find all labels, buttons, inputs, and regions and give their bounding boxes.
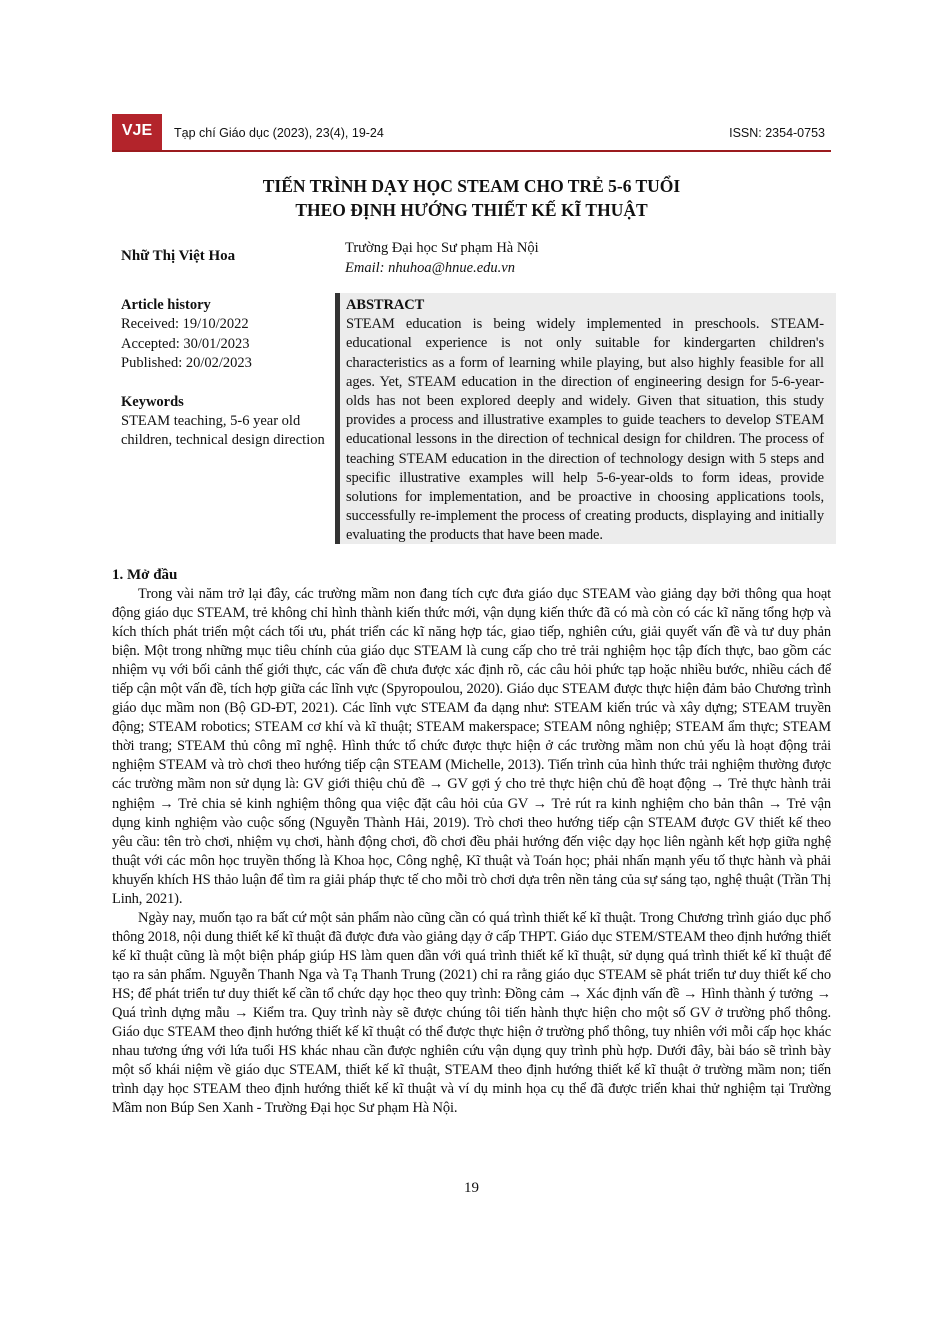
abstract-box bbox=[335, 293, 836, 544]
paper-title bbox=[112, 174, 831, 222]
received-date: Received: 19/10/2022 bbox=[121, 316, 249, 333]
abstract-heading: ABSTRACT bbox=[346, 297, 425, 313]
author-email: Email: nhuhoa@hnue.edu.vn bbox=[345, 260, 515, 276]
journal-header bbox=[112, 114, 831, 152]
issn: ISSN: 2354-0753 bbox=[729, 126, 825, 140]
journal-logo: VJE bbox=[112, 114, 162, 150]
published-date: Published: 20/02/2023 bbox=[121, 355, 252, 372]
keywords-text: STEAM teaching, 5-6 year old children, technical design direction bbox=[121, 413, 325, 449]
page-number: 19 bbox=[464, 1180, 479, 1196]
article-sidebar bbox=[121, 296, 326, 451]
affiliation: Trường Đại học Sư phạm Hà Nội bbox=[345, 240, 539, 256]
title-line-2: THEO ĐỊNH HƯỚNG THIẾT KẾ KĨ THUẬT bbox=[295, 200, 648, 220]
section-heading: 1. Mở đầu bbox=[112, 567, 178, 583]
article-history-heading: Article history bbox=[121, 297, 211, 313]
section-introduction bbox=[112, 565, 831, 1118]
keywords-heading: Keywords bbox=[121, 393, 184, 410]
paragraph-2: Ngày nay, muốn tạo ra bất cứ một sản phẩm nào cũng cần có quá trình thiết kế kĩ thuật. Trong Chương trình giáo dục phổ thông 2018, nội dung thiết kế kĩ thuật đã được đưa vào giảng dạy ở cấp THPT. Giáo dục STEM/STEAM theo định hướng thiết kế kĩ thuật cũng là một biện pháp giúp HS làm quen dần với quá trình thiết kế kĩ thuật, sử dụng quá trình thiết kế kĩ thuật để tạo ra sản phẩm. Nguyễn Thanh Nga và Tạ Thanh Trung (2021) chỉ ra rằng giáo dục STEAM sẽ phát triển tư duy thiết kế cho HS; để phát triển tư duy thiết kế cần tổ chức dạy học theo quy trình: Đồng cảm → Xác định vấn đề → Hình thành ý tưởng → Quá trình dựng mẫu → Kiểm tra. Quy trình này sẽ được chúng tôi tiến hành thực hiện cho một số GV ở trường phổ thông. Giáo dục STEAM theo định hướng thiết kế kĩ thuật có thể được thực hiện ở trường phổ thông, tuy nhiên với mỗi cấp học khác nhau tương ứng với lứa tuổi HS khác nhau cần được nghiên cứu vận dụng quy trình phù hợp. Dưới đây, bài báo sẽ trình bày một số khái niệm về giáo dục STEAM, thiết kế kĩ thuật, STEAM theo định hướng thiết kế kĩ thuật ở trường mầm non; tiến trình dạy học STEAM theo định hướng thiết kế kĩ thuật và ví dụ minh họa cụ thể đã được triển khai thử nghiệm tại Trường Mầm non Búp Sen Xanh - Trường Đại học Sư phạm Hà Nội. bbox=[112, 909, 831, 1117]
accepted-date: Accepted: 30/01/2023 bbox=[121, 335, 250, 352]
journal-citation: Tạp chí Giáo dục (2023), 23(4), 19-24 bbox=[174, 126, 384, 140]
title-line-1: TIẾN TRÌNH DẠY HỌC STEAM CHO TRẺ 5-6 TUỔI bbox=[262, 176, 681, 196]
abstract-text: STEAM education is being widely implemented in preschools. STEAM-educational experience is not only suitable for kindergarten children's characteristics as a form of learning while playing, but also highly feasible for all ages. Yet, STEAM education in the direction of engineering design for 5-6-year-olds has not been explored deeply and widely. Given that situation, this study provides a process and illustrative examples to guide teachers to develop STEAM educational lessons in the direction of technical design for children. The process of teaching STEAM education in the direction of technology design with 5 steps and specific illustrative examples will help 5-6-year-olds to form ideas, provide solutions for implementation, and be proactive in choosing applications tools, successfully re-implement the process of creating products, displaying and initially evaluating the products that have been made. bbox=[346, 316, 824, 544]
author-affiliation-block bbox=[345, 238, 539, 278]
paragraph-1: Trong vài năm trở lại đây, các trường mầm non đang tích cực đưa giáo dục STEAM vào giảng dạy bởi thông qua hoạt động giáo dục STEAM, trẻ không chỉ hình thành kiến thức mới, vận dụng kiến thức đã có mà còn có các kĩ năng tổng hợp và kích thích phát triển một cách tối ưu, phát triển các kĩ năng hợp tác, giao tiếp, nghiên cứu, giải quyết vấn đề và tư duy phản biện. Một trong những mục tiêu chính của giáo dục STEAM là cung cấp cho trẻ trải nghiệm học tập đích thực, bao gồm các nhiệm vụ với bối cảnh thế giới thực, các vấn đề chưa được xác định rõ, các câu hỏi phức tạp hoặc nhiều bước, nhiều cách để tiếp cận một vấn đề, tích hợp giữa các lĩnh vực (Spyropoulou, 2020). Giáo dục STEAM được thực hiện đảm bảo Chương trình giáo dục mầm non (Bộ GD-ĐT, 2021). Các lĩnh vực STEAM đa dạng như: STEAM kiến trúc và xây dựng; STEAM truyền động; STEAM robotics; STEAM cơ khí và kĩ thuật; STEAM makerspace; STEAM nông nghiệp; STEAM ẩm thực; STEAM thời trang; STEAM thủ công mĩ nghệ. Hình thức tổ chức được thực hiện ở các trường mầm non chủ yếu là hoạt động trải nghiệm STEAM và trò chơi theo hướng tiếp cận STEAM (Michelle, 2013). Tiến trình của hình thức trải nghiệm thường được các trường mầm non sử dụng là: GV giới thiệu chủ đề → GV gợi ý cho trẻ thực hiện chủ đề hoạt động → Trẻ thực hành trải nghiệm → Trẻ chia sẻ kinh nghiệm thông qua việc đặt câu hỏi của GV → Trẻ rút ra kinh nghiệm cho bản thân → Trẻ vận dụng kinh nghiệm vào cuộc sống (Nguyễn Thành Hải, 2019). Trò chơi theo hướng tiếp cận STEAM được GV thiết kế theo yêu cầu: tên trò chơi, nhiệm vụ chơi, hành động chơi, đồ chơi đều phải hướng đến việc dạy học liên ngành kết hợp giữa nghệ thuật với các môn học truyền thống là Khoa học, Công nghệ, Kĩ thuật và Toán học; phải nhấn mạnh yếu tố thực hành và phải khuyến khích HS thảo luận để tìm ra giải pháp thực tế cho mỗi trò chơi dựa trên nền tảng của sự sáng tạo, nghệ thuật (Trần Thị Linh, 2021). bbox=[112, 586, 831, 907]
author-name: Nhữ Thị Việt Hoa bbox=[121, 248, 236, 264]
